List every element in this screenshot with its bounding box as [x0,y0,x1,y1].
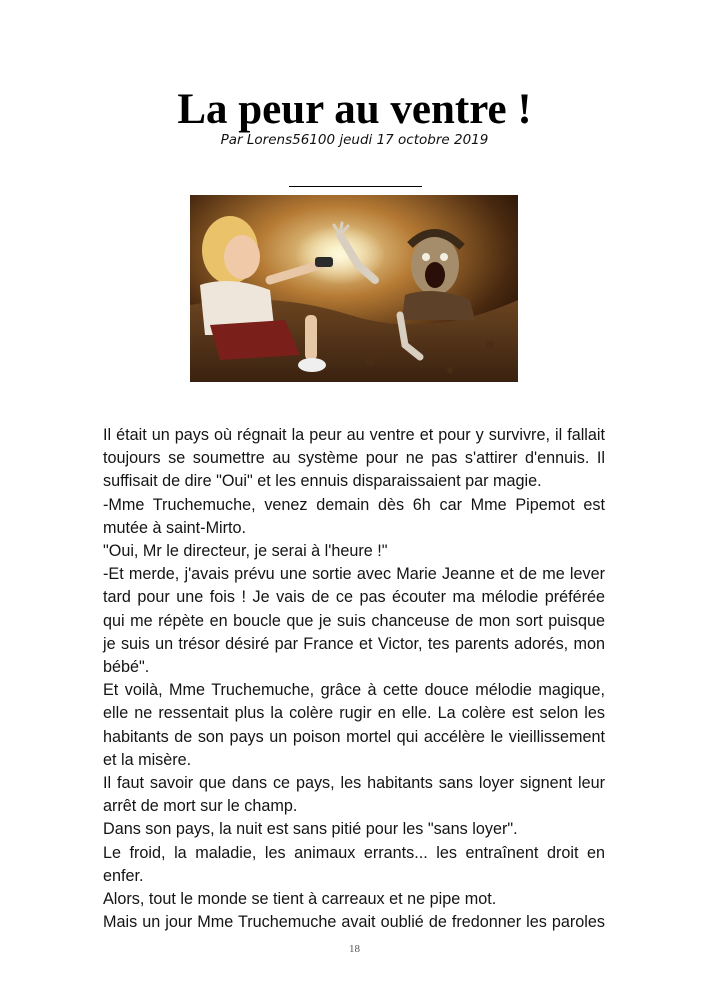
story-body [103,424,605,934]
paragraph: Le froid, la maladie, les animaux errants... les entraînent droit en enfer. [103,843,605,885]
story-illustration [190,195,518,382]
paragraph: "Oui, Mr le directeur, je serai à l'heure !" [103,542,388,561]
title-divider [289,186,422,187]
paragraph: Et voilà, Mme Truchemuche, grâce à cette douce mélodie magique, elle ne ressentait plus la colère rugir en elle. La colère est selon les habitants de son pays un poison mortel qui accélère le vieillissement et la misère. [103,681,605,769]
paragraph: -Mme Truchemuche, venez demain dès 6h car Mme Pipemot est mutée à saint-Mirto. [103,495,605,537]
paragraph: Il faut savoir que dans ce pays, les habitants sans loyer signent leur arrêt de mort sur le champ. [103,774,605,816]
paragraph: Mais un jour Mme Truchemuche avait oublié de fredonner les paroles [103,913,605,932]
page-number: 18 [349,943,360,955]
paragraph: Il était un pays où régnait la peur au ventre et pour y survivre, il fallait toujours se soumettre au système pour ne pas s'attirer d'ennuis. Il suffisait de dire "Oui" et les ennuis disparaissaient par magie. [103,426,605,491]
story-title: La peur au ventre ! [177,86,532,133]
paragraph: -Et merde, j'avais prévu une sortie avec Marie Jeanne et de me lever tard pour une fois ! Je vais de ce pas écouter ma mélodie préférée qui me répète en boucle que je suis chanceuse de mon sort puisque je suis un trésor désiré par France et Victor, tes parents adorés, mon bébé". [103,565,605,677]
paragraph: Dans son pays, la nuit est sans pitié pour les "sans loyer". [103,820,518,839]
paragraph: Alors, tout le monde se tient à carreaux et ne pipe mot. [103,890,497,909]
byline: Par Lorens56100 jeudi 17 octobre 2019 [220,132,489,148]
